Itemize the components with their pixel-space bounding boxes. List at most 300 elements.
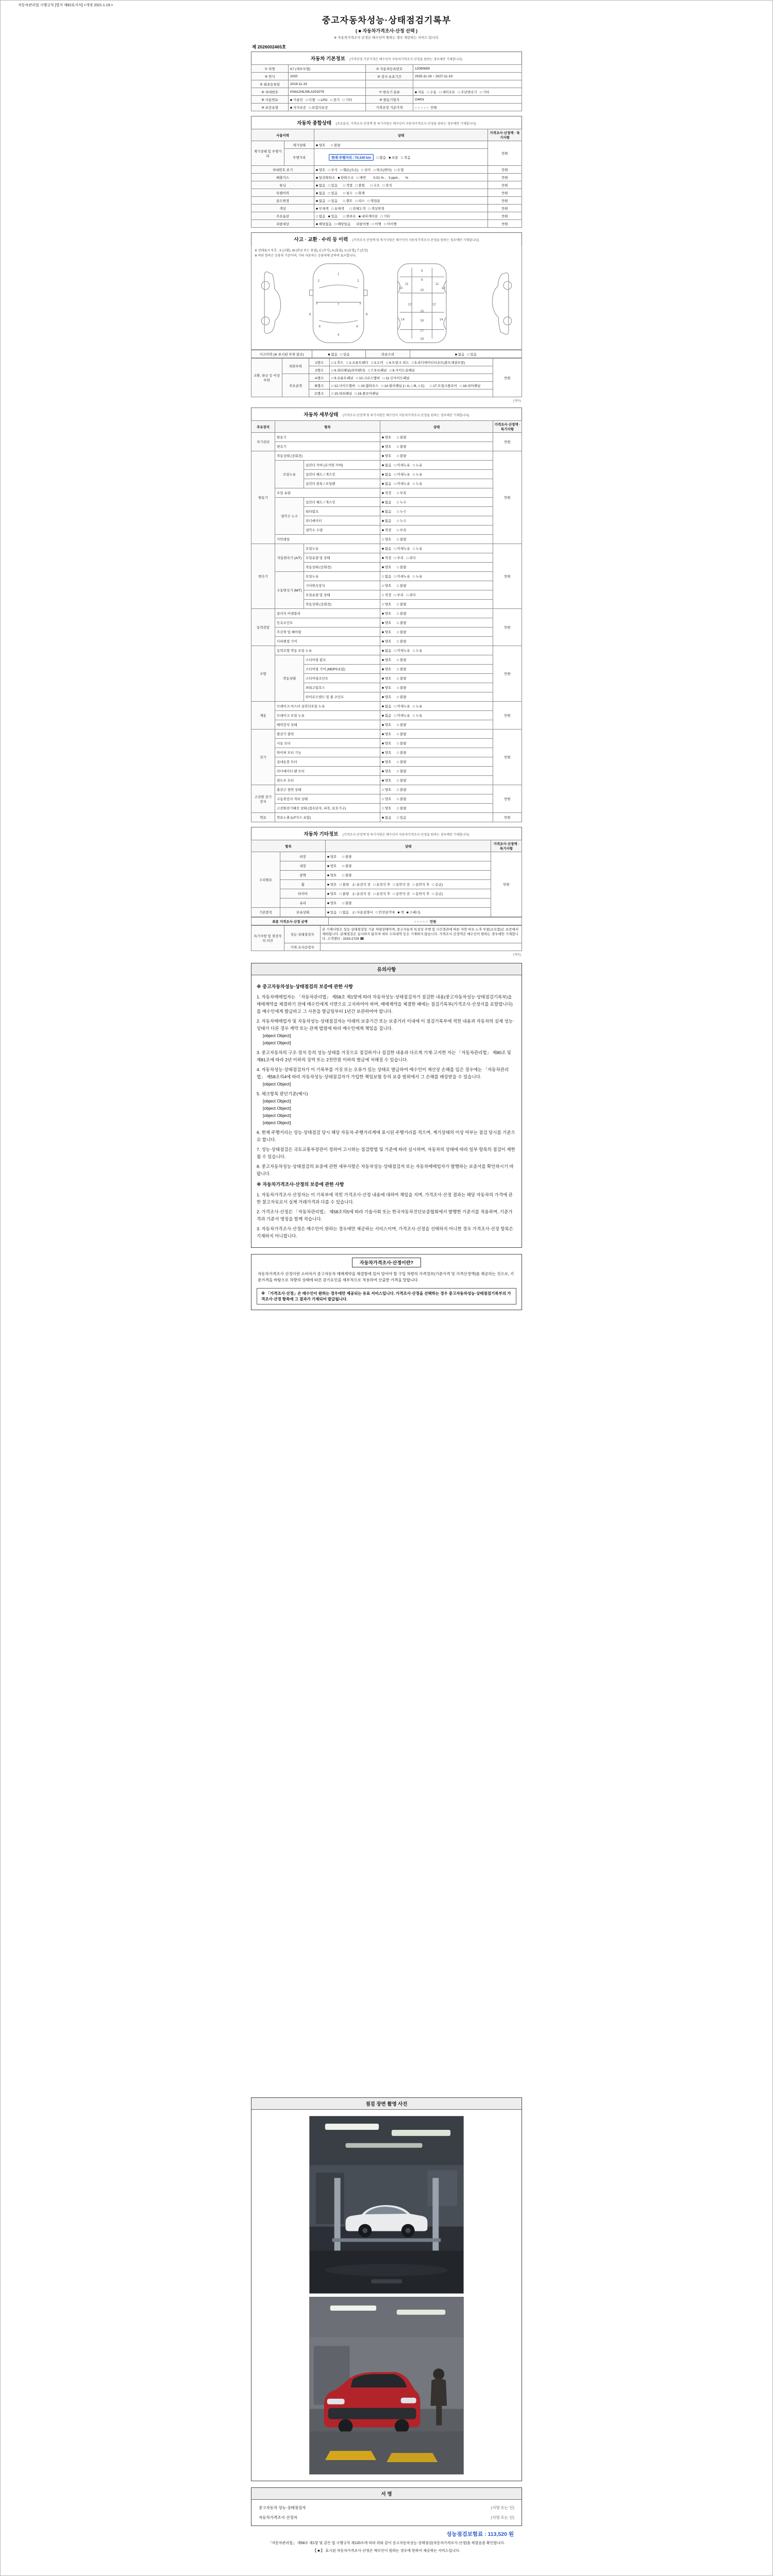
row-label: 사고이력 (※ 표시된 부위 참조)	[251, 350, 312, 358]
price-option-subtitle: ( ■ 자동차가격조사·산정 선택 )	[355, 28, 418, 33]
svg-text:2: 2	[357, 279, 359, 283]
price-cell: 만원	[488, 141, 522, 166]
panel-group-cell: 외판부위	[282, 359, 309, 374]
price-cell: 만원	[488, 189, 522, 197]
svg-text:7: 7	[337, 302, 340, 307]
table-row	[251, 220, 522, 228]
price-cell: 만원	[493, 451, 522, 544]
inspection-photo-car-on-lift	[309, 2116, 464, 2294]
detail-status-rows	[251, 433, 522, 822]
header-row	[251, 840, 522, 852]
mileage-cell	[314, 149, 488, 166]
opinion-author-cell: 성능·상태점검자	[284, 926, 321, 943]
section-title: 자동차 기본정보	[310, 56, 345, 62]
table-row	[251, 544, 522, 553]
state-options: ■ 무채색 □ 유채색 □ 전체도색 □ 색상변경	[314, 205, 488, 212]
state-options: ■ 없음 □ 누수	[380, 507, 493, 516]
overall-status-table	[251, 129, 522, 228]
state-options: ■ 양호 □ 불량	[380, 433, 493, 442]
item-label-cell: 커먼레일	[275, 535, 380, 544]
section-note: (가격조사·산정액 및 특기사항은 매수인이 자동차가격조사·산정을 원하는 경우에만 기재합니다)	[352, 239, 479, 242]
table-row	[251, 730, 522, 739]
footer-statement: 「자동차관리법」 제58조 제1항 및 같은 법 시행규칙 제120조에 따라 위와 같이 중고자동차성능·상태점검(자동차가격조사·산정)을 하였음을 확인합니다.	[268, 2541, 505, 2545]
table-row	[251, 852, 522, 861]
state-options: ■ 일산화탄소 ■ 탄화수소 □ 매연 0.01 % , 3 ppm , %	[314, 174, 488, 181]
table-row	[251, 926, 522, 943]
field-value	[413, 80, 522, 88]
signature-row	[259, 2513, 514, 2522]
opinion-author-cell: 가격·조사산정자	[284, 943, 321, 951]
state-options: ■ 양호 □ 불량	[380, 739, 493, 748]
current-mileage-badge: 현재 주행거리 : 70,100 km	[329, 154, 373, 161]
state-options: ■ 양호 □ 불량	[380, 637, 493, 646]
state-options: ■ 없음 □ 있음 □ 렌트 □ 리스 □ 영업용	[314, 197, 488, 205]
row-label: 주요옵션	[251, 212, 314, 220]
item-label-cell: 발전기 출력	[275, 730, 380, 739]
table-row	[251, 757, 522, 767]
notice-item	[257, 1090, 516, 1126]
svg-text:12: 12	[408, 302, 412, 307]
state-options: □ 없음 □ 미세누유 □ 누유	[380, 572, 493, 581]
state-options: ■ 양호 □ 불량	[380, 748, 493, 757]
row-label: 특별이력	[251, 189, 314, 197]
device-cell: 자기진단	[251, 433, 275, 451]
price-cell: 만원	[491, 852, 522, 917]
notice-subheading: ※ 중고자동차성능·상태점검의 보증에 관한 사항	[257, 984, 353, 990]
state-options: ■ 양호 □ 불량	[380, 720, 493, 730]
table-row	[251, 73, 522, 80]
state-options: ■ 양호 □ 불량	[326, 871, 491, 880]
signer-label: 중고자동차 성능·상태점검자	[259, 2505, 306, 2510]
continued-note: (계속)	[513, 954, 521, 957]
state-options: ■ 양호 □ 불량	[326, 852, 491, 861]
state-options: □ 양호 □ 불량	[380, 535, 493, 544]
notice-item	[257, 993, 516, 1015]
notice-item-text: 4. 자동차성능·상태점검자가 이 기록부를 거짓 또는 오류가 있는 상태로 발급하여 매수인이 재산상 손해를 입은 경우에는 「자동차관리법」 제58조의4에 따라 자동차성능·상태점검자가 가입한 책임보험 등의 보증 범위에서 그 손해를 배상받을 수 있습니다.	[257, 1067, 509, 1080]
item-label-cell: 파워고압호스	[304, 683, 380, 692]
notice-item-text: 8. 중고자동차성능·상태점검의 보증에 관한 세부사항은 자동차성능·상태점검자 또는 자동차매매업자가 발행하는 보증서를 확인하시기 바랍니다.	[257, 1164, 514, 1177]
table-row	[251, 646, 522, 655]
signature-section	[251, 2487, 522, 2526]
table-row	[251, 804, 522, 813]
svg-text:11: 11	[435, 282, 439, 286]
other-info-table	[251, 840, 522, 917]
item-label-cell: 오일 유량	[275, 488, 380, 498]
state-options: ■ 해당없음 □ 해당있음 리콜이행 : □ 이행 □ 미이행	[314, 220, 488, 228]
column-header: 사용이력	[251, 129, 314, 141]
field-label: ⑩ 보증유형	[251, 104, 289, 111]
signature-placeholder: (서명 또는 인)	[491, 2505, 514, 2510]
table-row	[251, 174, 522, 181]
rank-cell: B랭크	[309, 382, 330, 389]
table-row	[251, 908, 522, 917]
svg-text:9: 9	[421, 278, 423, 282]
section-title: 자동차 세부상태	[304, 412, 339, 418]
state-options: ■ 양호 □ 불량	[380, 730, 493, 739]
bottom-cluster	[251, 2091, 522, 2553]
state-options: □ 양호 □ 불량	[380, 785, 493, 794]
item-label-cell: 작동상태 (공회전)	[304, 600, 380, 609]
svg-text:13: 13	[398, 286, 403, 290]
item-label-cell: 배력장치 상태	[275, 720, 380, 730]
notice-item	[257, 1066, 516, 1088]
header-row	[251, 421, 522, 433]
price-cell: 만원	[493, 646, 522, 702]
item-label-cell: 실린더 블록 / 오일팬	[304, 479, 380, 488]
price-cell: 만원	[488, 220, 522, 228]
damage-code-note: ※ 하단 항목은 승용차 기준이며, 기타 자동차는 승용차에 준하여 표시합니다.	[255, 255, 357, 258]
notice-subsection	[257, 983, 516, 1177]
item-label-cell: 오일유량 및 상태	[304, 553, 380, 563]
device-cell: 원동기	[251, 451, 275, 544]
item-label-cell: 클러치 어셈블리	[275, 609, 380, 618]
table-row	[251, 785, 522, 794]
subgroup-cell: 작동상태	[275, 655, 304, 702]
device-cell: 동력전달	[251, 609, 275, 646]
column-header: 가격조사·산정액 · 특기사항	[488, 129, 522, 141]
price-cell: 만원	[488, 181, 522, 189]
section-note: (가격산정 기준가격은 매수인이 자동차가격조사·산정을 원하는 경우에만 기재합니다)	[349, 58, 463, 61]
field-value: 2019-11-19	[289, 80, 366, 88]
table-row	[251, 572, 522, 581]
field-label: ② 자동차등록번호	[366, 65, 413, 73]
table-row	[251, 720, 522, 730]
form-regulation-note: 자동차관리법 시행규칙 [별지 제82호서식] <개정 2021.1.19.>	[18, 4, 113, 7]
price-cell: 만원	[493, 609, 522, 646]
state-options: ■ 양호 □ 불량	[380, 665, 493, 674]
section-detail-status	[251, 408, 522, 822]
state-options: ■ 없음 □ 미세누유 □ 누유	[380, 461, 493, 470]
svg-text:17: 17	[420, 329, 424, 333]
item-label-cell: 추진축 및 베어링	[275, 628, 380, 637]
section-title: 자동차 종합상태	[297, 121, 332, 126]
column-header: 항목	[275, 421, 380, 433]
item-label-cell: 와이퍼 모터 기능	[275, 748, 380, 757]
state-options: ■ 양호 □ 불량	[380, 692, 493, 702]
notice-item-text: 6. 현재 주행거리는 성능·상태점검 당시 해당 자동차 주행거리계에 표시된 주행거리를 적으며, 계기상태의 이상 여부는 점검 당시를 기준으로 합니다.	[257, 1130, 515, 1143]
diagram-part-numbers	[309, 269, 445, 341]
table-row	[251, 871, 522, 880]
field-label: 가격산정 기준가격	[366, 104, 413, 111]
basic-info-table	[251, 64, 522, 111]
rank-cell: C랭크	[309, 389, 330, 397]
state-options: □ 양호 □ 불량	[380, 794, 493, 804]
report-sheet	[251, 1, 522, 1310]
final-price-value: ○ ○ ○ ○ ○ 만원	[329, 918, 522, 925]
notice-items	[257, 1191, 516, 1240]
svg-text:14: 14	[439, 317, 443, 321]
column-header: 가격조사·산정액 · 특기사항	[491, 840, 522, 852]
svg-text:2: 2	[317, 279, 320, 283]
table-row	[251, 739, 522, 748]
svg-text:14: 14	[400, 317, 405, 321]
notice-subheading: ※ 자동차가격조사·산정의 보증에 관한 사항	[257, 1182, 344, 1188]
state-options: ■ 없음 □ 미세누유 □ 누유	[380, 479, 493, 488]
photos-section-title: 점검 장면 촬영 사진	[251, 2098, 522, 2110]
column-header: 상태	[380, 421, 493, 433]
item-label-cell: 오일누유	[304, 544, 380, 553]
field-value: KNALD4L59LA201079	[289, 88, 366, 96]
field-value: 2020	[289, 73, 366, 80]
table-row	[251, 149, 522, 166]
item-label-cell: 스티어링 펌프	[304, 655, 380, 665]
state-options: ■ 양호 □ 부식 □ 훼손(오손) □ 상이 □ 변조(변타) □ 도말	[314, 166, 488, 174]
field-value: 12090659	[413, 65, 522, 73]
svg-text:16: 16	[420, 318, 424, 323]
section-basic-info	[251, 52, 522, 111]
panel-checkbox-list: □ 9.프론트패널 □ 10.크로스멤버 □ 11.인사이드패널	[330, 374, 493, 382]
price-cell: 만원	[488, 212, 522, 220]
panel-group-cell: 주요골격	[282, 374, 309, 397]
item-label-cell: 구동축전지 격리 상태	[275, 794, 380, 804]
notice-subitems	[257, 1097, 516, 1126]
price-cell: 만원	[488, 174, 522, 181]
table-row	[251, 702, 522, 711]
notice-subitem: [object Object]	[263, 1040, 291, 1046]
overall-status-rows	[251, 166, 522, 228]
row-sublabel: 주행거리	[284, 149, 314, 166]
notice-subitems	[257, 1080, 516, 1088]
table-row	[251, 889, 522, 899]
item-label-cell: 등속조인트	[275, 618, 380, 628]
item-label-cell: 광택	[280, 871, 326, 880]
inspector-person	[433, 2368, 444, 2380]
item-label-cell: 외장	[280, 852, 326, 861]
state-options: ■ 없음 □ 미세누유 □ 누유	[380, 711, 493, 720]
notice-title: 유의사항	[251, 963, 522, 975]
state-options: ■ 양호 □ 불량	[380, 776, 493, 785]
state-options: ■ 없음 □ 누수	[380, 498, 493, 507]
state-options: ■ 양호 □ 불량	[380, 655, 493, 665]
price-cell: 만원	[493, 544, 522, 609]
notice-item	[257, 1049, 516, 1063]
device-cell: 연료	[251, 813, 275, 822]
state-options: ■ 양호 □ 불량	[326, 861, 491, 871]
field-value: K7 (세부모델)	[289, 65, 366, 73]
table-row	[251, 433, 522, 442]
inspection-photos-section	[251, 2097, 522, 2481]
field-label: ③ 연식	[251, 73, 289, 80]
row-label: 배출가스	[251, 174, 314, 181]
signature-section-title: 서 명	[251, 2488, 522, 2500]
state-options: ■ 양호 □ 불량	[326, 899, 491, 908]
svg-text:3: 3	[315, 301, 318, 306]
table-row	[251, 442, 522, 451]
field-label: ① 차명	[251, 65, 289, 73]
price-cell: 만원	[488, 197, 522, 205]
notice-item-text: 7. 성능·상태점검은 국토교통부장관이 정하여 고시하는 점검방법 및 기준에 따라 실시하며, 자동차의 상태에 따라 일부 항목의 점검이 제한될 수 있습니다.	[257, 1147, 515, 1160]
item-label-cell: 냉각수 수량	[304, 526, 380, 535]
state-options: ■ 양호 □ 불량	[380, 451, 493, 461]
price-cell: 만원	[493, 433, 522, 451]
continued-note: (계속)	[513, 400, 521, 403]
item-label-cell: 브레이크 오일 누유	[275, 711, 380, 720]
item-label-cell: 연료누출 (LP가스 포함)	[275, 813, 380, 822]
car-damage-diagram	[255, 259, 518, 347]
table-row	[251, 350, 522, 358]
svg-text:6: 6	[356, 325, 358, 329]
row-label: 차대번호 표기	[251, 166, 314, 174]
device-cell: 변속기	[251, 544, 275, 609]
table-row	[251, 943, 522, 951]
state-options: □ 적정 □ 부족 □ 과다	[380, 590, 493, 600]
signature-row	[259, 2503, 514, 2513]
notice-subitem: [object Object]	[263, 1120, 291, 1126]
insurance-fee: 성능점검보험료 : 113,520 원	[446, 2531, 514, 2537]
column-header: 항목	[251, 840, 326, 852]
row-label: 리콜대상	[251, 220, 314, 228]
opinion-rows	[251, 926, 522, 951]
state-options: ■ 적정 □ 부족 □ 과다	[380, 553, 493, 563]
column-header: 상태	[314, 129, 488, 141]
row-label: 튜닝	[251, 181, 314, 189]
table-row	[251, 88, 522, 96]
state-options: ■ 양호 □ 불량	[380, 628, 493, 637]
inspector-opinion-table	[251, 925, 522, 951]
section-note: (주요옵션, 가격조사·산정액 및 특기사항은 매수인이 자동차가격조사·산정을 원하는 경우에만 기재합니다)	[335, 123, 476, 126]
state-options: □ 양호 □ 불량	[380, 581, 493, 590]
state-options: ■ 없음 □ 있음	[380, 813, 493, 822]
table-row	[251, 535, 522, 544]
field-value: ■ 자동 □ 수동 □ 세미오토 □ 무단변속기 □ 기타	[413, 88, 522, 96]
price-cell: 만원	[493, 813, 522, 822]
opinion-text-cell	[321, 943, 522, 951]
panel-checkbox-list: □ 12.사이드멤버 □ 13.휠하우스 □ 14.필러패널 (□ A, □ B, □ C) □ 17.트렁크플로어 □ 18.리어패널	[330, 382, 493, 389]
table-row	[251, 637, 522, 646]
exchange-rows	[251, 359, 522, 397]
notice-subitem: [object Object]	[263, 1098, 291, 1104]
notice-subitems	[257, 1032, 516, 1046]
group-cell: 수리필요	[251, 852, 280, 908]
other-info-rows	[251, 852, 522, 917]
table-row	[251, 212, 522, 220]
table-row	[251, 189, 522, 197]
field-value: ○ ○ ○ ○ ○ 만원	[413, 104, 522, 111]
state-options: ■ 없음 □ 미세누유 □ 누유	[380, 544, 493, 553]
notice-section	[251, 963, 522, 1248]
notice-item-text: 3. 자동차가격조사·산정은 매수인이 원하는 경우에만 제공하는 서비스이며, 가격조사·산정을 선택하지 아니한 경우 가격조사·산정 항목은 기재하지 아니합니다.	[257, 1226, 513, 1239]
field-label: ⑦ 변속기 종류	[366, 88, 413, 96]
field-value: ■ 가솔린 □ 디젤 □ LPG □ 전기 □ 기타	[289, 96, 366, 104]
opinion-text-cell: 본 기재사항은 성능·상태점검일 기준 차량상태이며, 중고자동차 특성상 주행 및 시간경과에 따른 자연 마모·노후 부품(소모품)은 보증에서 제외됩니다. 분해점검은 실시하지 않으며 세부 수리내역 등은 기재하지 않습니다. 가격조사·산정액은 매수인이 원하는 경우에만 기재합니다. 고객센터 : 1533-2729 ☎	[321, 926, 522, 943]
opinion-label-cell: 특기사항 및 점검자의 의견	[251, 926, 284, 951]
price-cell: 만원	[488, 166, 522, 174]
section-title: 자동차 기타정보	[304, 832, 339, 837]
column-header: 가격조사·산정액 · 특기사항	[493, 421, 522, 433]
notice-item	[257, 1129, 516, 1143]
item-label-cell: 스티어링조인트	[304, 674, 380, 683]
state-options: ■ 양호 □ 불량	[380, 563, 493, 572]
notice-subitem: [object Object]	[263, 1113, 291, 1118]
signature-placeholder: (서명 또는 인)	[491, 2515, 514, 2520]
item-label-cell: 고전원전기배선 상태 (접속단자, 피복, 보호기구)	[275, 804, 380, 813]
notice-subitem: [object Object]	[263, 1081, 291, 1087]
table-row	[251, 374, 522, 382]
svg-text:8: 8	[309, 313, 311, 317]
state-options: ■ 없음 □ 있음 □ 침수 □ 화재	[314, 189, 488, 197]
table-row	[251, 794, 522, 804]
header-row	[251, 129, 522, 141]
state-options: ■ 양호 □ 불량	[380, 767, 493, 776]
damage-diagram-panel	[251, 245, 522, 350]
table-row	[251, 861, 522, 871]
table-row	[251, 104, 522, 111]
table-row	[251, 197, 522, 205]
field-label	[366, 80, 413, 88]
svg-text:4: 4	[337, 333, 340, 337]
notice-item	[257, 1191, 516, 1206]
damage-code-legend: ※ 상태표시 부호 : X (교환), W (판금 또는 용접), C (부식), A (흠집), U (요철), T (손상)	[255, 249, 368, 252]
state-options: ■ 양호 □ 불량	[380, 674, 493, 683]
state-options: □ 없음 ■ 있음 □ 썬루프 ■ 네비게이션 □ 기타	[314, 212, 488, 220]
item-label-cell: 충전구 절연 상태	[275, 785, 380, 794]
state-options: ■ 없음 □ 미세누유 □ 누유	[380, 470, 493, 479]
notice-item-text: 3. 중고자동차의 구조·장치 등의 성능·상태를 거짓으로 점검하거나 점검한 내용과 다르게 기재·고지한 자는 「자동차관리법」 제80조 및 제81조에 따라 2년 이하의 징역 또는 2천만원 이하의 벌금에 처해질 수 있습니다.	[257, 1050, 511, 1063]
item-label-cell: 작동상태 (공회전)	[304, 563, 380, 572]
notice-items	[257, 993, 516, 1177]
notice-item-text: 5. 체크항목 판단기준(예시)	[257, 1091, 308, 1097]
item-label-cell: 시동 모터	[275, 739, 380, 748]
table-row	[251, 498, 522, 507]
notice-item	[257, 1146, 516, 1160]
table-row	[251, 628, 522, 637]
item-label-cell: 휠	[280, 880, 326, 889]
column-header: 상태	[326, 840, 491, 852]
group-cell: 기본품목	[251, 908, 280, 917]
notice-item	[257, 1208, 516, 1223]
table-row	[251, 711, 522, 720]
state-options: ■ 없음 □ 있음	[312, 350, 366, 358]
state-options: ■ 없음 □ 누수	[380, 516, 493, 526]
svg-text:3: 3	[359, 301, 361, 306]
item-label-cell: 라디에이터	[304, 516, 380, 526]
price-cell: 만원	[493, 785, 522, 813]
section-title: 사고 · 교환 · 수리 등 이력	[294, 237, 348, 243]
field-label: ⑥ 차대번호	[251, 88, 289, 96]
svg-text:18: 18	[420, 337, 424, 341]
notice-item-text: 1. 자동차가격조사·산정자는 이 기록부에 적힌 가격조사·산정 내용에 대하여 책임을 지며, 가격조사·산정 결과는 해당 자동차의 가격에 관한 참고자료로서 실제 거래가격과 다를 수 있습니다.	[257, 1192, 513, 1205]
svg-text:8: 8	[365, 313, 368, 317]
row-sublabel: 계기상태	[284, 141, 314, 149]
item-label-cell: 원동기	[275, 433, 380, 442]
panel-checkbox-list: □ 6.쿼터패널(리어펜더) □ 7.루프패널 □ 8.사이드실패널	[330, 366, 493, 374]
panel-checkbox-list: □ 1.후드 □ 2.프론트펜더 □ 3.도어 □ 4.트렁크 리드 □ 5.라디에이터서포트(볼트체결부품)	[330, 359, 493, 366]
table-row	[251, 748, 522, 757]
state-options: ■ 양호 □ 불량	[380, 442, 493, 451]
state-options: ■ 있음 □ 없음 (□ 사용설명서 □ 안전삼각대 ■ 잭 ■ 스패너)	[326, 908, 491, 917]
signer-label: 자동차가격조사·산정자	[259, 2515, 297, 2520]
item-label-cell: 타이어	[280, 889, 326, 899]
table-row	[251, 141, 522, 149]
subgroup-cell: 자동변속기 (A/T)	[275, 544, 304, 572]
table-row	[251, 205, 522, 212]
table-row	[251, 451, 522, 461]
table-row	[251, 776, 522, 785]
item-label-cell: 동력조향 작동 오일 누유	[275, 646, 380, 655]
field-value: G4KN	[413, 96, 522, 104]
state-options: ■ 없음 □ 미세누유 □ 누유	[380, 702, 493, 711]
state-options: □ 양호 □ 불량	[380, 804, 493, 813]
footer-statement: 【 ■ 】 표시된 자동차가격조사·산정은 매수인이 원하는 경우에 한하여 제공하는 서비스입니다.	[313, 2549, 460, 2553]
section-note: (가격조사·산정액 및 특기사항은 매수인이 자동차가격조사·산정을 원하는 경우에만 기재합니다)	[342, 414, 469, 417]
panel-checkbox-list: □ 15.대쉬패널 □ 16.플로어패널	[330, 389, 493, 397]
final-price-table	[251, 917, 522, 925]
device-cell: 전기	[251, 730, 275, 785]
svg-text:11: 11	[405, 282, 409, 286]
price-cell: 만원	[493, 730, 522, 785]
section-overall-status	[251, 116, 522, 228]
price-option-note: ※ 자동차가격조사·산정은 매수인이 원하는 경우 제공하는 서비스 입니다.	[333, 36, 440, 40]
